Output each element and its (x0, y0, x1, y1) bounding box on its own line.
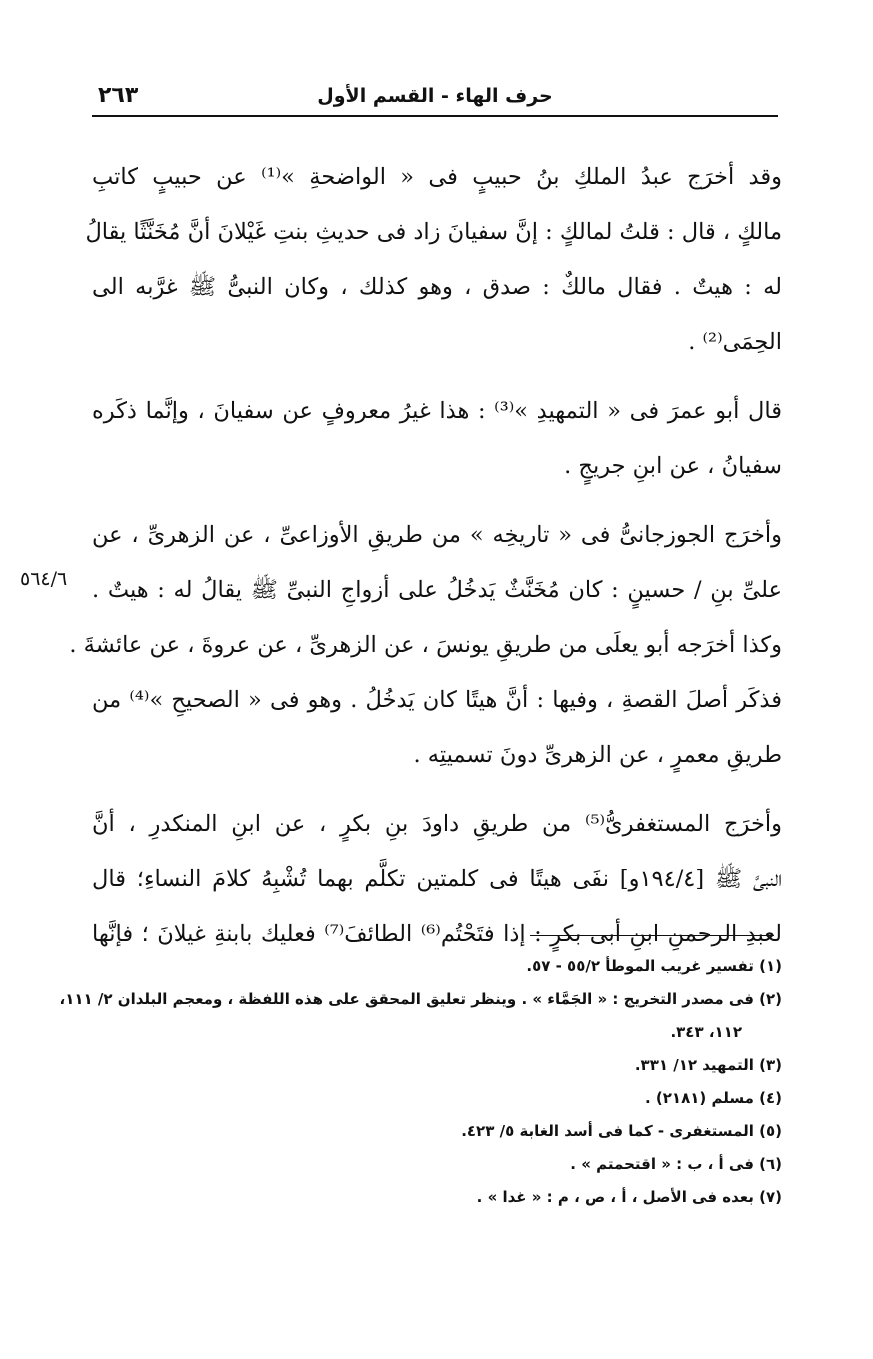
text-line: وأخرَج المستغفرىُّ⁽⁵⁾ من طريقِ داودَ بنِ بكرٍ ، عن ابنِ المنكدرِ ، أنَّ (92, 811, 782, 837)
footnote-separator (530, 935, 774, 936)
page-header (92, 85, 778, 119)
paragraph-4 (92, 797, 782, 962)
margin-reference: ٥٦٤/٦ (20, 568, 68, 590)
text-line: سفيانُ ، عن ابنِ جريجٍ . (564, 453, 782, 479)
footnotes (59, 950, 782, 1214)
paragraph-1 (85, 150, 782, 370)
text-line: وأخرَج الجوزجانىُّ فى « تاريخِه » من طريقِ الأوزاعىِّ ، عن الزهرىِّ ، عن (92, 522, 782, 548)
footnote-2-continuation: ١١٢، ٣٤٣. (670, 1023, 742, 1041)
text-line: قال أبو عمرَ فى « التمهيدِ »⁽³⁾ : هذا غيرُ معروفٍ عن سفيانَ ، وإنَّما ذكَره (92, 398, 782, 424)
paragraph-2 (92, 384, 782, 494)
paragraph-3 (69, 508, 782, 783)
footnote-2: (٢) فى مصدر التخريج : « الجَمَّاء » . وينظر تعليق المحقق على هذه اللفظة ، ومعجم البلدان ٢/ ١١١، (59, 990, 782, 1008)
text-line: وقد أخرَج عبدُ الملكِ بنُ حبيبٍ فى « الواضحةِ »⁽¹⁾ عن حبيبٍ كاتبِ (92, 164, 782, 190)
page-number: ٢٦٣ (98, 83, 139, 108)
footnote-7: (٧) بعده فى الأصل ، أ ، ص ، م : « غدا » . (476, 1188, 782, 1206)
text-line: النبىَّ ﷺ [١٩٤/٤و] نفَى هيتًا فى كلمتين تكلَّم بهما تُشْبِهُ كلامَ النساءِ؛ قال (92, 866, 782, 892)
text-line: فذكَر أصلَ القصةِ ، وفيها : أنَّ هيتًا كان يَدخُلُ . وهو فى « الصحيحِ »⁽⁴⁾ من (92, 687, 782, 713)
footnote-3: (٣) التمهيد ١٢/ ٣٣١. (634, 1056, 782, 1074)
text-line: له : هيتٌ . فقال مالكٌ : صدق ، وهو كذلك ، وكان النبىُّ ﷺ غرَّبه الى (92, 274, 782, 300)
footnote-5: (٥) المستغفرى - كما فى أسد الغابة ٥/ ٤٢٣. (461, 1122, 782, 1140)
text-line: طريقِ معمرٍ ، عن الزهرىِّ دونَ تسميتِه . (413, 742, 782, 768)
main-text (69, 150, 782, 976)
text-line: لعبدِ الرحمنِ ابنِ أبى بكرٍ : إذا فتَحْتُم⁽⁶⁾ الطائفَ⁽⁷⁾ فعليك بابنةِ غيلانَ ؛ فإنَّها (92, 921, 782, 947)
footnote-1: (١) تفسير غريب الموطأ ٥٥/٢ - ٥٧. (526, 957, 782, 975)
footnote-6: (٦) فى أ ، ب : « اقتحمتم » . (570, 1155, 782, 1173)
footnote-4: (٤) مسلم (٢١٨١) . (644, 1089, 782, 1107)
text-line: مالكٍ ، قال : قلتُ لمالكٍ : إنَّ سفيانَ زاد فى حديثِ بنتِ غَيْلانَ أنَّ مُخَنَّثًا يقالُ (85, 219, 782, 245)
header-rule (92, 115, 778, 117)
text-line: الحِمَى⁽²⁾ . (688, 329, 782, 355)
text-line: وكذا أخرَجه أبو يعلَى من طريقِ يونسَ ، عن الزهرىِّ ، عن عروةَ ، عن عائشةَ . (69, 632, 782, 658)
text-line: علىِّ بنِ / حسينٍ : كان مُخَنَّثٌ يَدخُلُ على أزواجِ النبىِّ ﷺ يقالُ له : هيتٌ . (92, 577, 782, 603)
running-title: حرف الهاء - القسم الأول (317, 85, 553, 107)
